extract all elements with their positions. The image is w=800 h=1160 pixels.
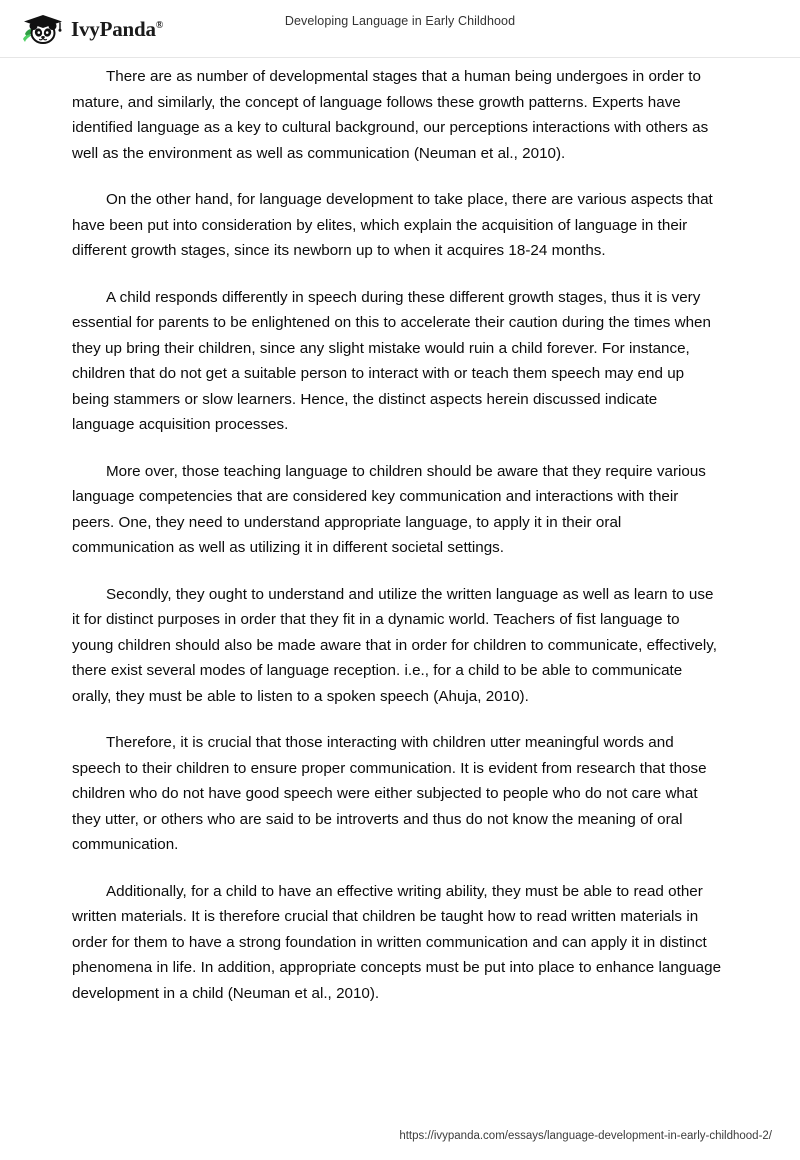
paragraph: There are as number of developmental stages that a human being undergoes in order to mature, and similarly, the concept of language follows these growth patterns. Experts have identified language as a key to cultural background, our perceptions interactions with others as well as the environment as well as communication (Neuman et al., 2010). [72, 68, 709, 162]
paragraph: More over, those teaching language to children should be aware that they require various language competencies that are considered key communication and interactions with their peers. One, they need to understand appropriate language, to apply it in their oral communication as well as utilizing it in different societal settings. [72, 462, 706, 556]
paragraph: A child responds differently in speech during these different growth stages, thus it is very essential for parents to be enlightened on this to accelerate their caution during the times when they up bring their children, since any slight mistake would ruin a child forever. For instance, children that do not get a suitable person to interact with or teach them speech may end up being stammers or slow learners. Hence, the distinct aspects herein discussed indicate language acquisition processes. [72, 288, 711, 433]
essay-body [72, 64, 724, 1027]
paragraph: Therefore, it is crucial that those interacting with children utter meaningful words and speech to their children to ensure proper communication. It is evident from research that those children who do not have good speech were either subjected to people who do not care what they utter, or others who are said to be introverts and thus do not know the meaning of oral communication. [72, 734, 707, 853]
paragraph: Additionally, for a child to have an effective writing ability, they must be able to read other written materials. It is therefore crucial that children be taught how to read written materials in order for them to have a strong foundation in written communication and can apply it in distinct phenomena in life. In addition, appropriate concepts must be put into place to enhance language development in a child (Neuman et al., 2010). [72, 882, 722, 1002]
page-title: Developing Language in Early Childhood [284, 14, 516, 28]
page-header [0, 0, 800, 58]
brand-name-text: IvyPanda [71, 16, 156, 41]
paragraph: Secondly, they ought to understand and utilize the written language as well as learn to use it for distinct purposes in order that they fit in a dynamic world. Teachers of fist language to young children should also be made aware that in order for children to communicate, effectively, there exist several modes of language reception. i.e., for a child to be able to communicate orally, they must be able to listen to a spoken speech (Ahuja, 2010). [72, 585, 717, 705]
registered-mark: ® [155, 19, 164, 31]
source-url-link[interactable]: https://ivypanda.com/essays/language-development-in-early-childhood-2/ [399, 1130, 772, 1142]
header-divider [0, 57, 800, 58]
paragraph: On the other hand, for language development to take place, there are various aspects that have been put into consideration by elites, which explain the acquisition of language in their different growth stages, since its newborn up to when it acquires 18-24 months. [72, 191, 713, 259]
